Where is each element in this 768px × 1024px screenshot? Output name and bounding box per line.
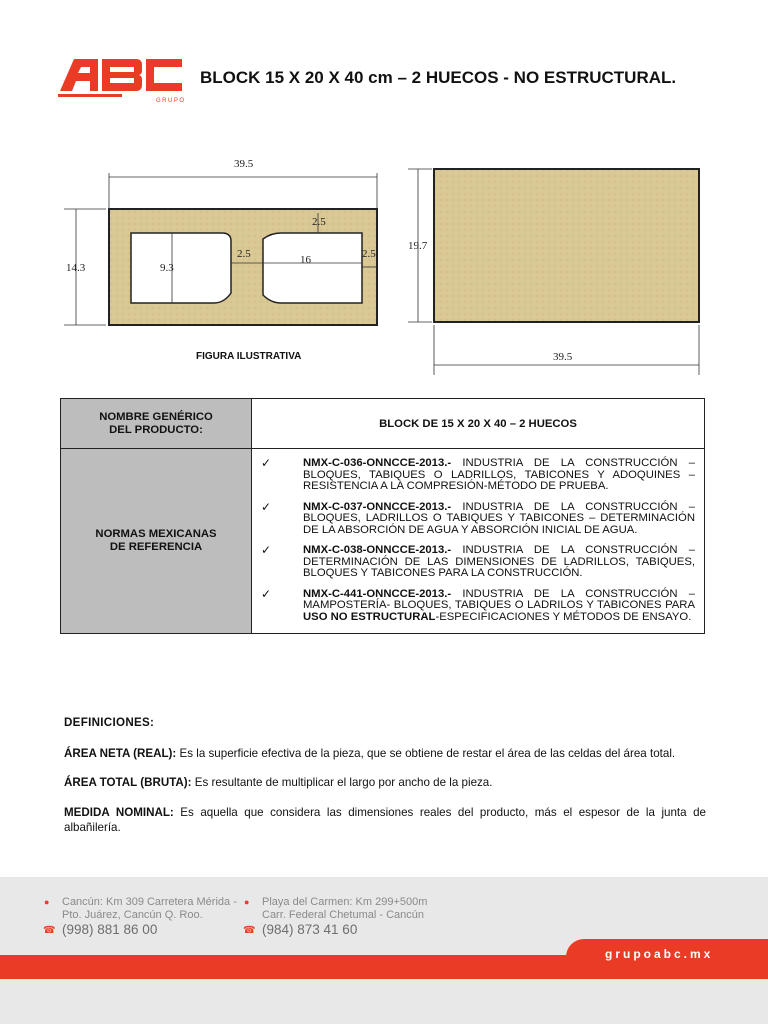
norm-bold: USO NO ESTRUCTURAL	[303, 610, 436, 623]
check-icon: ✓	[261, 456, 272, 470]
norm-text: INDUSTRIA DE LA CONSTRUCCIÓN – DETERMINACIÓN DE LAS DIMENSIONES DE LADRILLOS, TABIQUES, BLOQUES Y TABICONES PARA LA CONSTRUCCIÓN.	[303, 544, 695, 579]
norm-item	[253, 499, 703, 537]
product-label-line-1: NOMBRE GENÉRICO	[99, 410, 213, 423]
dim-front-height: 14.3	[66, 262, 86, 274]
spec-table	[60, 398, 705, 634]
address-line: Playa del Carmen: Km 299+500m	[262, 896, 428, 908]
front-view	[109, 209, 377, 325]
norm-item	[253, 586, 703, 624]
definition-text: Es la superficie efectiva de la pieza, que se obtiene de restar el área de las celdas del área total.	[176, 746, 676, 760]
definition-term: ÁREA TOTAL (BRUTA):	[64, 776, 192, 789]
definitions-heading: DEFINICIONES:	[64, 716, 155, 729]
norms-list	[252, 449, 705, 634]
dim-web: 2.5	[237, 248, 251, 260]
address-line: Cancún: Km 309 Carretera Mérida -	[62, 896, 237, 908]
block-drawing	[56, 145, 706, 380]
norms-label-line-2: DE REFERENCIA	[109, 541, 203, 553]
dim-front-width: 39.5	[234, 158, 254, 170]
table-row	[61, 449, 705, 634]
norm-code: NMX-C-037-ONNCCE-2013.-	[303, 500, 452, 513]
figure-caption: FIGURA ILUSTRATIVA	[196, 351, 302, 362]
check-icon: ✓	[261, 586, 272, 601]
product-value: BLOCK DE 15 X 20 X 40 – 2 HUECOS	[252, 399, 705, 449]
definition-item	[64, 775, 706, 791]
location-cancun	[62, 896, 237, 922]
table-row	[61, 399, 705, 449]
hole-left	[131, 233, 231, 303]
phone-cancun: (998) 881 86 00	[62, 922, 158, 937]
definition-term: MEDIDA NOMINAL:	[64, 805, 174, 819]
check-icon: ✓	[261, 543, 272, 557]
norm-text: INDUSTRIA DE LA CONSTRUCCIÓN –MAMPOSTERÍA- BLOQUES, TABIQUES O LADRILOS Y TABICONES PARA	[303, 587, 695, 611]
website-link[interactable]: grupoabc.mx	[605, 947, 714, 961]
dim-hole-width: 16	[300, 254, 311, 266]
norms-label-cell	[61, 449, 252, 634]
page-title: BLOCK 15 X 20 X 40 cm – 2 HUECOS - NO ESTRUCTURAL.	[200, 68, 677, 87]
location-pin-icon: ●	[44, 897, 50, 907]
norm-code: NMX-C-038-ONNCCE-2013.-	[303, 544, 452, 556]
dim-hole-height: 9.3	[160, 262, 174, 274]
norm-item	[253, 545, 703, 580]
check-icon: ✓	[261, 499, 272, 514]
definition-item	[64, 746, 706, 762]
norm-text: -ESPECIFICACIONES Y MÉTODOS DE ENSAYO.	[435, 610, 692, 623]
address-line: Pto. Juárez, Cancún Q. Roo.	[62, 909, 203, 921]
definition-item	[64, 805, 706, 836]
dim-shell: 2.5	[312, 216, 326, 228]
product-label-cell	[61, 399, 252, 449]
definition-term: ÁREA NETA (REAL):	[64, 746, 177, 760]
definition-text: Es resultante de multiplicar el largo por ancho de la pieza.	[191, 776, 493, 789]
norm-code: NMX-C-036-ONNCCE-2013.-	[303, 457, 452, 469]
location-pin-icon: ●	[244, 897, 250, 907]
norm-text: INDUSTRIA DE LA CONSTRUCCIÓN – BLOQUES, LADRILLOS O TABIQUES Y TABICONES – DETERMINACIÓN DE LA ABSORCIÓN DE AGUA Y ABSORCIÓN INICIAL DE AGUA.	[303, 500, 695, 536]
phone-icon: ☎	[43, 925, 56, 936]
dim-end: 2.5	[362, 248, 376, 260]
address-line: Carr. Federal Chetumal - Cancún	[262, 909, 425, 921]
norm-text: INDUSTRIA DE LA CONSTRUCCIÓN – BLOQUES, TABIQUES O LADRILLOS, TABICONES Y ADOQUINES – RESISTENCIA A LA COMPRESIÓN-MÉTODO DE PRUEBA.	[303, 457, 695, 492]
location-playa	[262, 896, 427, 922]
dim-side-width: 39.5	[553, 351, 573, 363]
logo-sub-text: GRUPO	[156, 98, 186, 104]
norm-item	[253, 458, 703, 493]
definition-text: Es aquella que considera las dimensiones reales del producto, más el espesor de la junta de albañilería.	[64, 805, 707, 834]
hole-right	[263, 233, 362, 303]
norms-label-line-1: NORMAS MEXICANAS	[95, 528, 217, 540]
definitions	[64, 715, 706, 850]
side-view	[434, 169, 699, 322]
norm-code: NMX-C-441-ONNCCE-2013.-	[303, 587, 452, 600]
phone-playa: (984) 873 41 60	[262, 922, 358, 937]
product-label-line-2: DEL PRODUCTO:	[109, 423, 203, 436]
abc-logo	[56, 55, 186, 105]
dim-side-height: 19.7	[408, 240, 428, 252]
phone-icon: ☎	[243, 925, 256, 936]
